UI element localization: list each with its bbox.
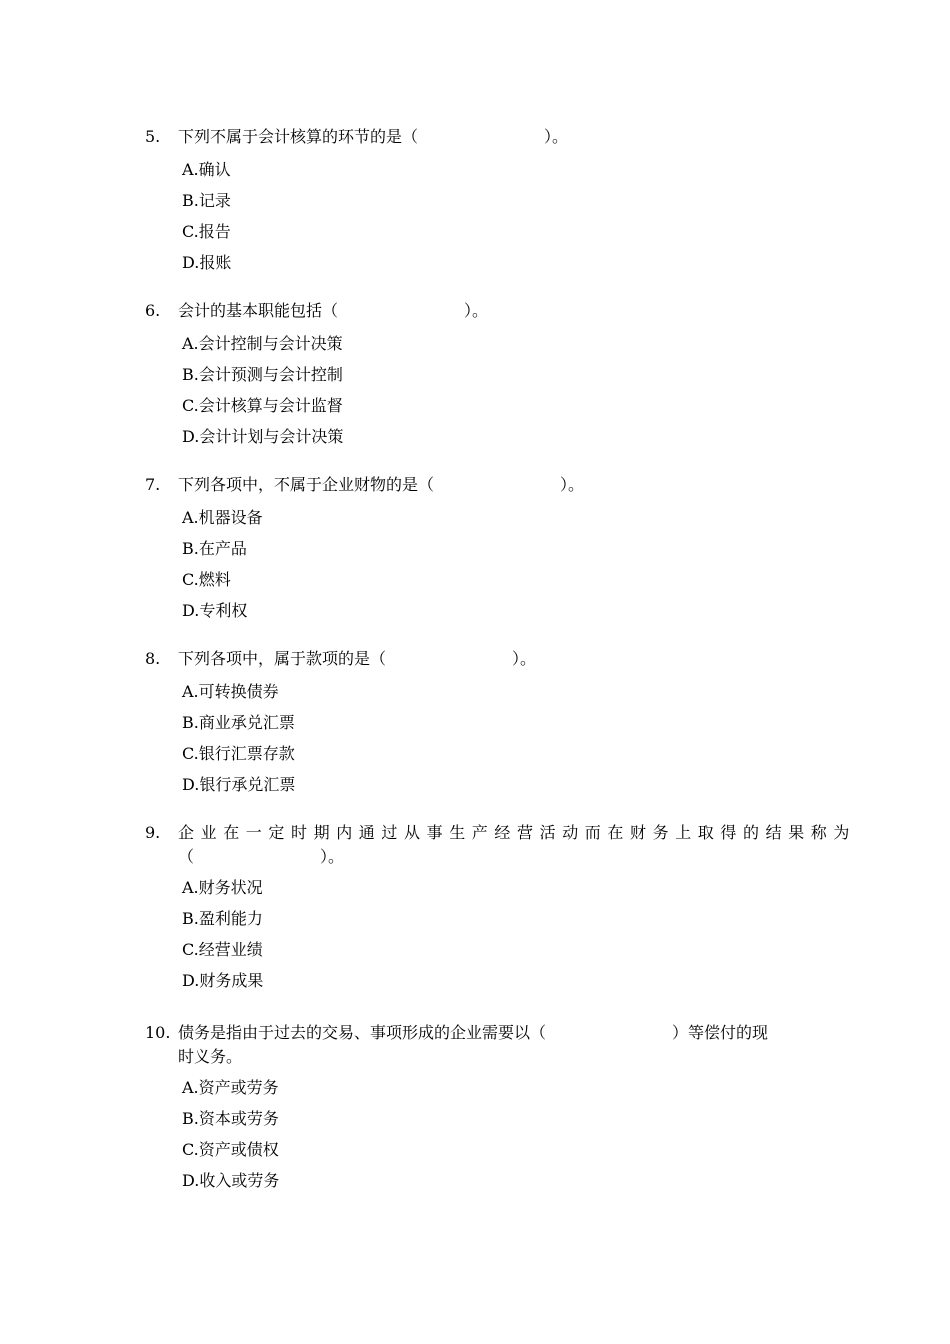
option-b[interactable]: B.会计预测与会计控制 <box>182 365 343 384</box>
option-a[interactable]: A.会计控制与会计决策 <box>182 334 343 353</box>
option-b[interactable]: B.在产品 <box>182 539 247 558</box>
question-stem: 下列各项中，不属于企业财物的是（ ）。 <box>178 475 585 494</box>
option-d[interactable]: D.专利权 <box>182 601 248 620</box>
question-10 <box>145 1022 807 1196</box>
question-stem: 债务是指由于过去的交易、事项形成的企业需要以（ ）等偿付的现 <box>178 1023 769 1042</box>
option-a[interactable]: A.确认 <box>182 160 231 179</box>
question-stem: 下列各项中，属于款项的是（ ）。 <box>178 649 537 668</box>
question-stem-continued: （ ）。 <box>178 847 345 866</box>
option-c[interactable]: C.会计核算与会计监督 <box>182 396 343 415</box>
question-number: 10. <box>145 1023 171 1042</box>
option-c[interactable]: C.燃料 <box>182 570 231 589</box>
option-d[interactable]: D.收入或劳务 <box>182 1171 280 1190</box>
question-number: 9. <box>145 823 161 842</box>
question-7 <box>145 474 807 626</box>
option-a[interactable]: A.财务状况 <box>182 878 263 897</box>
question-6 <box>145 300 807 452</box>
option-a[interactable]: A.资产或劳务 <box>182 1078 279 1097</box>
option-b[interactable]: B.盈利能力 <box>182 909 263 928</box>
option-b[interactable]: B.记录 <box>182 191 231 210</box>
option-d[interactable]: D.报账 <box>182 253 232 272</box>
question-9 <box>145 822 857 996</box>
question-stem-continued: 时义务。 <box>178 1047 243 1066</box>
question-number: 5. <box>145 127 161 146</box>
question-stem: 企业在一定时期内通过从事生产经营活动而在财务上取得的结果称为 <box>178 823 857 842</box>
question-number: 8. <box>145 649 161 668</box>
question-stem: 会计的基本职能包括（ ）。 <box>178 301 489 320</box>
option-a[interactable]: A.机器设备 <box>182 508 263 527</box>
option-a[interactable]: A.可转换债券 <box>182 682 279 701</box>
option-c[interactable]: C.银行汇票存款 <box>182 744 295 763</box>
option-d[interactable]: D.银行承兑汇票 <box>182 775 296 794</box>
question-number: 7. <box>145 475 161 494</box>
option-b[interactable]: B.商业承兑汇票 <box>182 713 295 732</box>
question-stem: 下列不属于会计核算的环节的是（ ）。 <box>178 127 569 146</box>
question-5 <box>145 126 807 278</box>
option-c[interactable]: C.报告 <box>182 222 231 241</box>
option-c[interactable]: C.经营业绩 <box>182 940 263 959</box>
option-d[interactable]: D.财务成果 <box>182 971 264 990</box>
question-number: 6. <box>145 301 161 320</box>
option-d[interactable]: D.会计计划与会计决策 <box>182 427 344 446</box>
question-8 <box>145 648 807 800</box>
option-b[interactable]: B.资本或劳务 <box>182 1109 279 1128</box>
option-c[interactable]: C.资产或债权 <box>182 1140 279 1159</box>
